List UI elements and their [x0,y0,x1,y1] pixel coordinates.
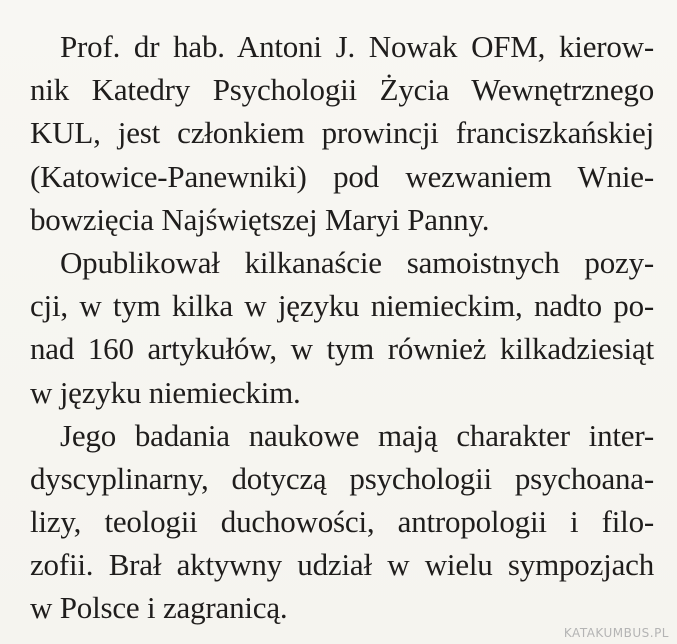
p3-line-3: lizy, teologii duchowości, antropologii i filo- [30,504,654,540]
p2-line-2: cji, w tym kilka w języku niemieckim, nadto po- [30,288,654,324]
p1-line-3: KUL, jest członkiem prowincji franciszkańskiej [30,115,654,151]
p1-line-4: (Katowice-Panewniki) pod wezwaniem Wnie- [30,158,654,194]
p1-line-1: Prof. dr hab. Antoni J. Nowak OFM, kierow- [60,29,654,64]
watermark: KATAKUMBUS.PL [563,626,669,640]
p2-line-1: Opublikował kilkanaście samoistnych pozy- [60,244,654,280]
p3-line-4: zofii. Brał aktywny udział w wielu sympozjach [30,547,654,583]
p2-line-4: w języku niemieckim. [30,374,301,410]
p3-line-2: dyscyplinarny, dotyczą psychologii psychoana- [30,460,654,496]
p1-line-2: nik Katedry Psychologii Życia Wewnętrznego [30,72,654,108]
p1-line-5: bowzięcia Najświętszej Maryi Panny. [30,201,490,237]
p3-line-5: w Polsce i zagranicą. [30,590,288,626]
p3-line-1: Jego badania naukowe mają charakter inter- [60,417,654,453]
p2-line-3: nad 160 artykułów, w tym również kilkadziesiąt [30,331,654,367]
bio-text [30,25,654,630]
